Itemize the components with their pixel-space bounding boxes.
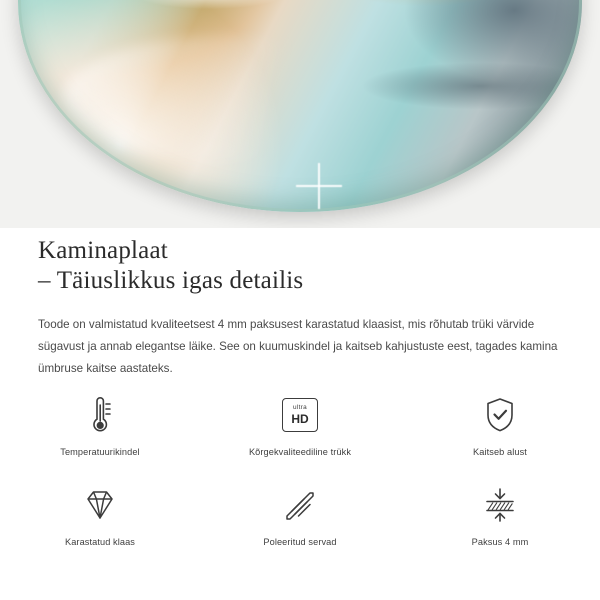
feature-item-protects-surface [400, 392, 600, 470]
diamond-icon [78, 482, 122, 528]
page-title-line-1: Kaminaplaat [38, 237, 168, 264]
feature-item-temperature [0, 392, 200, 470]
feature-item-tempered-glass [0, 482, 200, 560]
page-title-line-2: – Täiuslikkus igas detailis [38, 267, 304, 294]
polished-edges-icon [279, 482, 321, 528]
hero-image [0, 0, 600, 228]
feature-label: Temperatuurikindel [60, 447, 140, 457]
feature-list [0, 392, 600, 560]
badge-hd-text: HD [291, 411, 309, 426]
badge-ultra-text: ultra [293, 404, 307, 412]
ultra-hd-badge-icon [282, 392, 318, 438]
feature-item-thickness [400, 482, 600, 560]
thickness-arrows-icon [479, 482, 521, 528]
feature-item-print-quality [200, 392, 400, 470]
feature-label: Kõrgekvaliteediline trükk [248, 447, 352, 457]
feature-label: Kaitseb alust [473, 447, 527, 457]
feature-label: Poleeritud servad [263, 537, 337, 547]
feature-label: Karastatud klaas [64, 537, 136, 547]
thermometer-icon [80, 392, 120, 438]
marble-plate-image [18, 0, 582, 212]
feature-label: Paksus 4 mm [471, 537, 529, 547]
description-paragraph: Toode on valmistatud kvaliteetsest 4 mm paksusest karastatud klaasist, mis rõhutab trüki värvide sügavust ja annab elegantse läike. See on kuumuskindel ja kaitseb kahjustuste eest, tagades kamina ümbruse kaitse aastateks. [38, 318, 558, 375]
page-title [0, 228, 600, 296]
shield-check-icon [480, 392, 520, 438]
feature-item-polished-edges [200, 482, 400, 560]
content-block [0, 228, 600, 380]
